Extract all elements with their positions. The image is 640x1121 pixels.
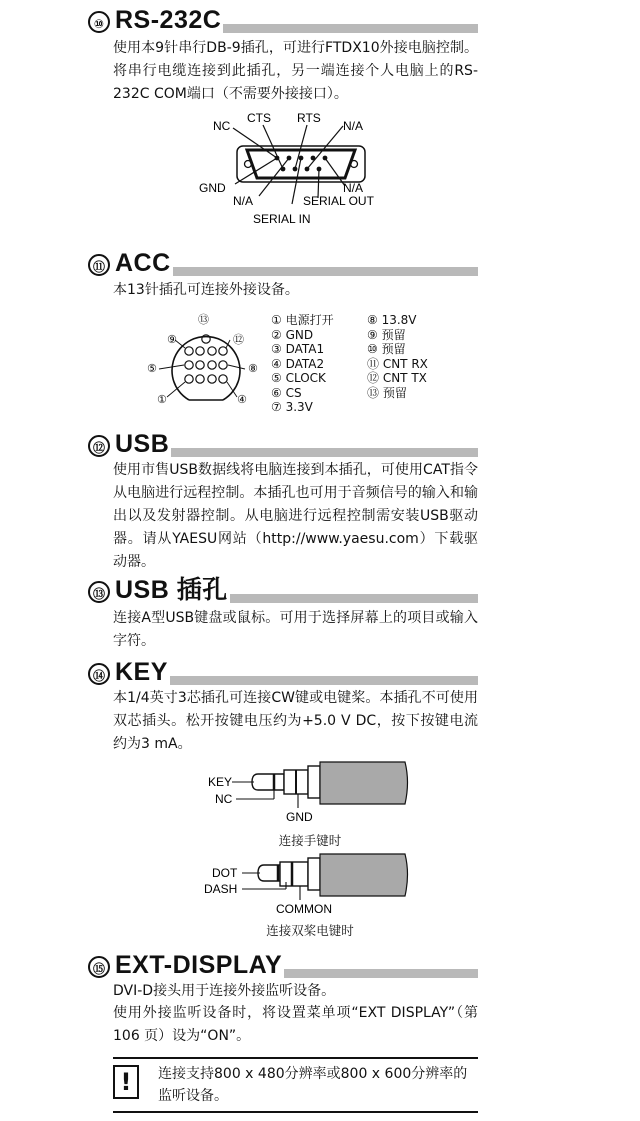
pin-10: ⑩ 预留	[367, 342, 406, 356]
label-nc: NC	[213, 119, 231, 133]
pin-3: ③ DATA1	[271, 342, 325, 356]
din13-connector-diagram	[145, 307, 267, 415]
svg-text:④: ④	[237, 394, 247, 406]
pin-1: ① 电源打开	[271, 313, 334, 327]
pin-4: ④ DATA2	[271, 356, 325, 371]
pin-11: ⑪ CNT RX	[367, 356, 428, 371]
svg-text:①: ①	[157, 394, 167, 406]
svg-text:⑧: ⑧	[248, 363, 258, 375]
key-description: 本1/4英寸3芯插孔可连接CW键或电键桨。本插孔不可使用双芯插头。松开按键电压约为+5.0 V DC，按下按键电流约为3 mA。	[113, 690, 478, 752]
caution-note	[113, 1057, 478, 1113]
section-title: USB 插孔	[115, 576, 228, 604]
section-number: ⑫	[88, 435, 110, 457]
rs232c-description: 使用本9针串行DB-9插孔，可进行FTDX10外接电脑控制。将串行电缆连接到此插孔，另一端连接个人电脑上的RS-232C COM端口（不需要外接接口）。	[113, 40, 478, 102]
label-na-bottom-right: N/A	[343, 181, 364, 195]
pin-8: ⑧ 13.8V	[367, 313, 417, 327]
section-header-key	[88, 658, 478, 688]
caution-note-text: 连接支持800 x 480分辨率或800 x 600分辨率的监听设备。	[158, 1066, 468, 1104]
section-title: ACC	[115, 249, 171, 277]
pin-6: ⑥ CS	[271, 385, 302, 400]
key-plug-diagram	[200, 760, 415, 826]
section-title: USB	[115, 430, 170, 458]
section-title: RS-232C	[115, 6, 222, 34]
label-dash: DASH	[204, 882, 238, 896]
key-caption: 连接手键时	[278, 833, 342, 848]
acc-pin-list-right	[367, 313, 428, 400]
pin-12: ⑫ CNT TX	[367, 371, 427, 385]
section-title: KEY	[115, 658, 168, 686]
section-number: ⑮	[88, 956, 110, 978]
pin-13: ⑬ 预留	[367, 385, 407, 400]
svg-text:⑨: ⑨	[167, 334, 177, 346]
usb-description: 使用市售USB数据线将电脑连接到本插孔，可使用CAT指令从电脑进行远程控制。本插孔也可用于音频信号的输入和输出以及发射器控制。从电脑进行远程控制需安装USB驱动器。请从YAESU网站（http://www.yaesu.com）下载驱动器。	[113, 462, 478, 570]
svg-text:⑬: ⑬	[198, 314, 209, 326]
paddle-caption: 连接双桨电键时	[266, 923, 354, 938]
exclamation-icon: !	[113, 1065, 139, 1099]
section-header-rs232c	[88, 6, 478, 36]
section-header-usb	[88, 430, 478, 460]
label-serial-in: SERIAL IN	[253, 212, 311, 226]
section-number: ⑪	[88, 254, 110, 276]
pin-2: ② GND	[271, 327, 314, 342]
section-number: ⑩	[88, 11, 110, 33]
acc-description: 本13针插孔可连接外接设备。	[113, 282, 299, 298]
label-na-top: N/A	[343, 119, 364, 133]
acc-pin-list-left	[271, 313, 334, 415]
section-header-ext-display	[88, 951, 478, 981]
paddle-plug-diagram	[200, 852, 415, 918]
section-number: ⑬	[88, 581, 110, 603]
pin-5: ⑤ CLOCK	[271, 371, 326, 385]
label-serial-out: SERIAL OUT	[303, 194, 374, 208]
ext-display-description-1: DVI-D接头用于连接外接监听设备。	[113, 983, 336, 999]
svg-text:⑤: ⑤	[147, 363, 157, 375]
label-gnd: GND	[199, 181, 226, 195]
section-number: ⑭	[88, 663, 110, 685]
pin-9: ⑨ 预留	[367, 327, 406, 342]
label-gnd: GND	[286, 810, 313, 824]
label-na-bottom-left: N/A	[233, 194, 254, 208]
svg-text:⑫: ⑫	[233, 334, 244, 346]
label-common: COMMON	[276, 902, 332, 916]
label-nc: NC	[215, 792, 233, 806]
label-cts: CTS	[247, 111, 271, 125]
pin-7: ⑦ 3.3V	[271, 400, 313, 414]
ext-display-description-2: 使用外接监听设备时，将设置菜单项“EXT DISPLAY”（第 106 页）设为“ON”。	[113, 1005, 478, 1044]
usb-jack-description: 连接A型USB键盘或鼠标。可用于选择屏幕上的项目或输入字符。	[113, 610, 478, 649]
db9-connector-diagram	[195, 108, 405, 230]
label-key: KEY	[208, 775, 233, 789]
label-rts: RTS	[297, 111, 321, 125]
section-header-acc	[88, 249, 478, 279]
label-dot: DOT	[212, 866, 238, 880]
section-title: EXT-DISPLAY	[115, 951, 283, 979]
section-header-usb-jack	[88, 576, 478, 606]
